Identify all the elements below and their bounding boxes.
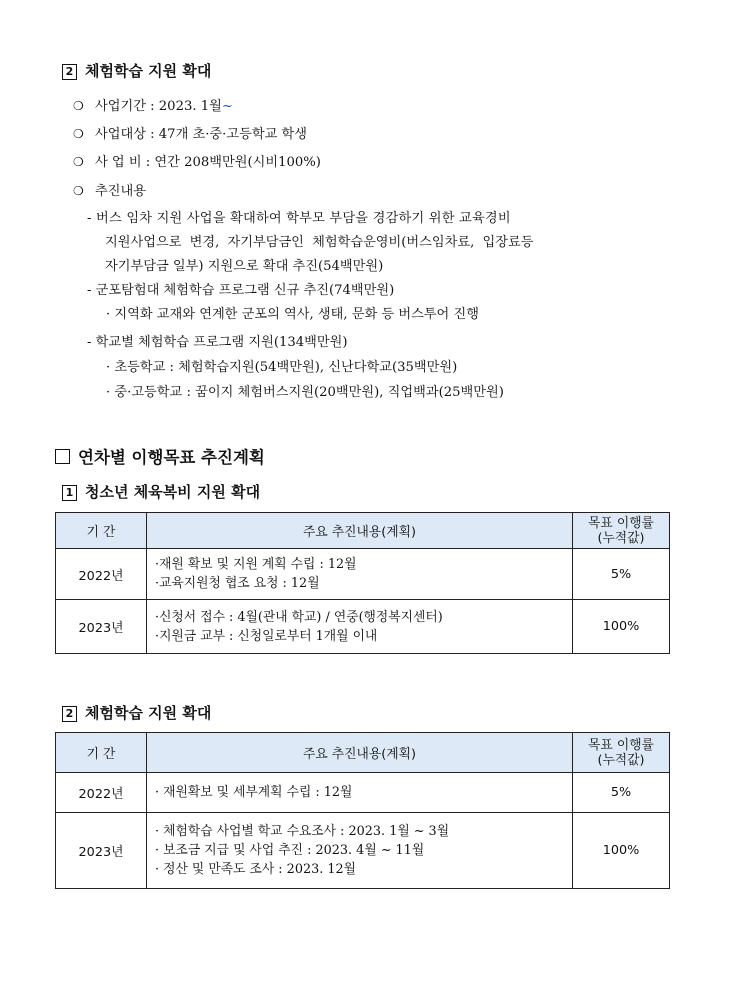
circle-bullet-icon: ❍ — [73, 99, 84, 113]
item-suffix: ~ — [221, 99, 233, 114]
cell-year: 2023년 — [56, 600, 147, 654]
header-content: 주요 추진내용(계획) — [147, 733, 573, 773]
header-content: 주요 추진내용(계획) — [147, 513, 573, 549]
list-item — [73, 180, 146, 199]
table2 — [55, 732, 670, 889]
cell-year: 2023년 — [56, 813, 147, 889]
table1 — [55, 512, 670, 654]
item-text: 사업기간 : 2023. 1월 — [95, 99, 222, 114]
header-goal — [573, 733, 670, 773]
cell-year: 2022년 — [56, 549, 147, 600]
header-period: 기 간 — [56, 513, 147, 549]
detail-line: · 초등학교 : 체험학습지원(54백만원), 신난다학교(35백만원) — [106, 360, 458, 375]
cell-rate: 5% — [573, 549, 670, 600]
circle-bullet-icon: ❍ — [73, 127, 84, 141]
cell-content — [147, 813, 573, 889]
detail-line: - 버스 임차 지원 사업을 확대하여 학부모 부담을 경감하기 위한 교육경비 — [87, 211, 511, 226]
section-heading — [62, 60, 211, 81]
content-line: · 보조금 지급 및 사업 추진 : 2023. 4월 ~ 11월 — [155, 843, 425, 858]
content-line: ·재원 확보 및 지원 계획 수립 : 12월 — [155, 557, 357, 572]
item-text: 추진내용 — [95, 184, 146, 199]
detail-line: 지원사업으로 변경, 자기부담금인 체험학습운영비(버스임차료, 입장료등 — [105, 235, 534, 250]
cell-rate: 100% — [573, 813, 670, 889]
list-item — [73, 151, 321, 170]
content-line: ·교육지원청 협조 요청 : 12월 — [155, 576, 320, 591]
cell-content — [147, 549, 573, 600]
circle-bullet-icon: ❍ — [73, 155, 84, 169]
table-row — [56, 549, 670, 600]
square-bullet-icon — [55, 449, 70, 464]
cell-content — [147, 600, 573, 654]
section-number-box: 2 — [62, 64, 77, 80]
table1-heading — [62, 481, 260, 502]
list-item — [73, 95, 233, 114]
table2-title: 체험학습 지원 확대 — [85, 704, 212, 722]
item-text: 사업대상 : 47개 초·중·고등학교 학생 — [95, 127, 307, 142]
list-item — [73, 123, 307, 142]
section-number-box: 1 — [62, 485, 77, 501]
circle-bullet-icon: ❍ — [73, 184, 84, 198]
table2-heading — [62, 702, 211, 723]
table-header-row — [56, 733, 670, 773]
content-line: · 재원확보 및 세부계획 수립 : 12월 — [155, 785, 353, 800]
table-row — [56, 813, 670, 889]
table-row — [56, 600, 670, 654]
cell-year: 2022년 — [56, 773, 147, 813]
section-title: 체험학습 지원 확대 — [85, 62, 212, 80]
header-goal-line1: 목표 이행률 — [588, 515, 654, 531]
header-goal-line2: (누적값) — [597, 752, 645, 768]
detail-line: - 학교별 체험학습 프로그램 지원(134백만원) — [87, 335, 348, 350]
table-header-row — [56, 513, 670, 549]
section-number-box: 2 — [62, 706, 77, 722]
content-line: · 정산 및 만족도 조사 : 2023. 12월 — [155, 862, 357, 877]
item-text: 사 업 비 : 연간 208백만원(시비100%) — [95, 155, 321, 170]
table1-title: 청소년 체육복비 지원 확대 — [85, 483, 261, 501]
cell-content — [147, 773, 573, 813]
content-line: · 체험학습 사업별 학교 수요조사 : 2023. 1월 ~ 3월 — [155, 824, 450, 839]
header-goal — [573, 513, 670, 549]
detail-line: 자기부담금 일부) 지원으로 확대 추진(54백만원) — [105, 259, 384, 274]
cell-rate: 5% — [573, 773, 670, 813]
content-line: ·신청서 접수 : 4월(관내 학교) / 연중(행정복지센터) — [155, 609, 443, 625]
header-goal-line2: (누적값) — [597, 530, 645, 546]
detail-line: - 군포탐험대 체험학습 프로그램 신규 추진(74백만원) — [87, 283, 395, 298]
header-period: 기 간 — [56, 733, 147, 773]
detail-line: · 중·고등학교 : 꿈이지 체험버스지원(20백만원), 직업백과(25백만원) — [106, 385, 504, 400]
plan-heading — [55, 444, 265, 468]
cell-rate: 100% — [573, 600, 670, 654]
plan-title: 연차별 이행목표 추진계획 — [78, 448, 265, 467]
detail-line: · 지역화 교재와 연계한 군포의 역사, 생태, 문화 등 버스투어 진행 — [106, 307, 479, 322]
header-goal-line1: 목표 이행률 — [588, 737, 654, 753]
content-line: ·지원금 교부 : 신청일로부터 1개월 이내 — [155, 628, 378, 644]
table-row — [56, 773, 670, 813]
